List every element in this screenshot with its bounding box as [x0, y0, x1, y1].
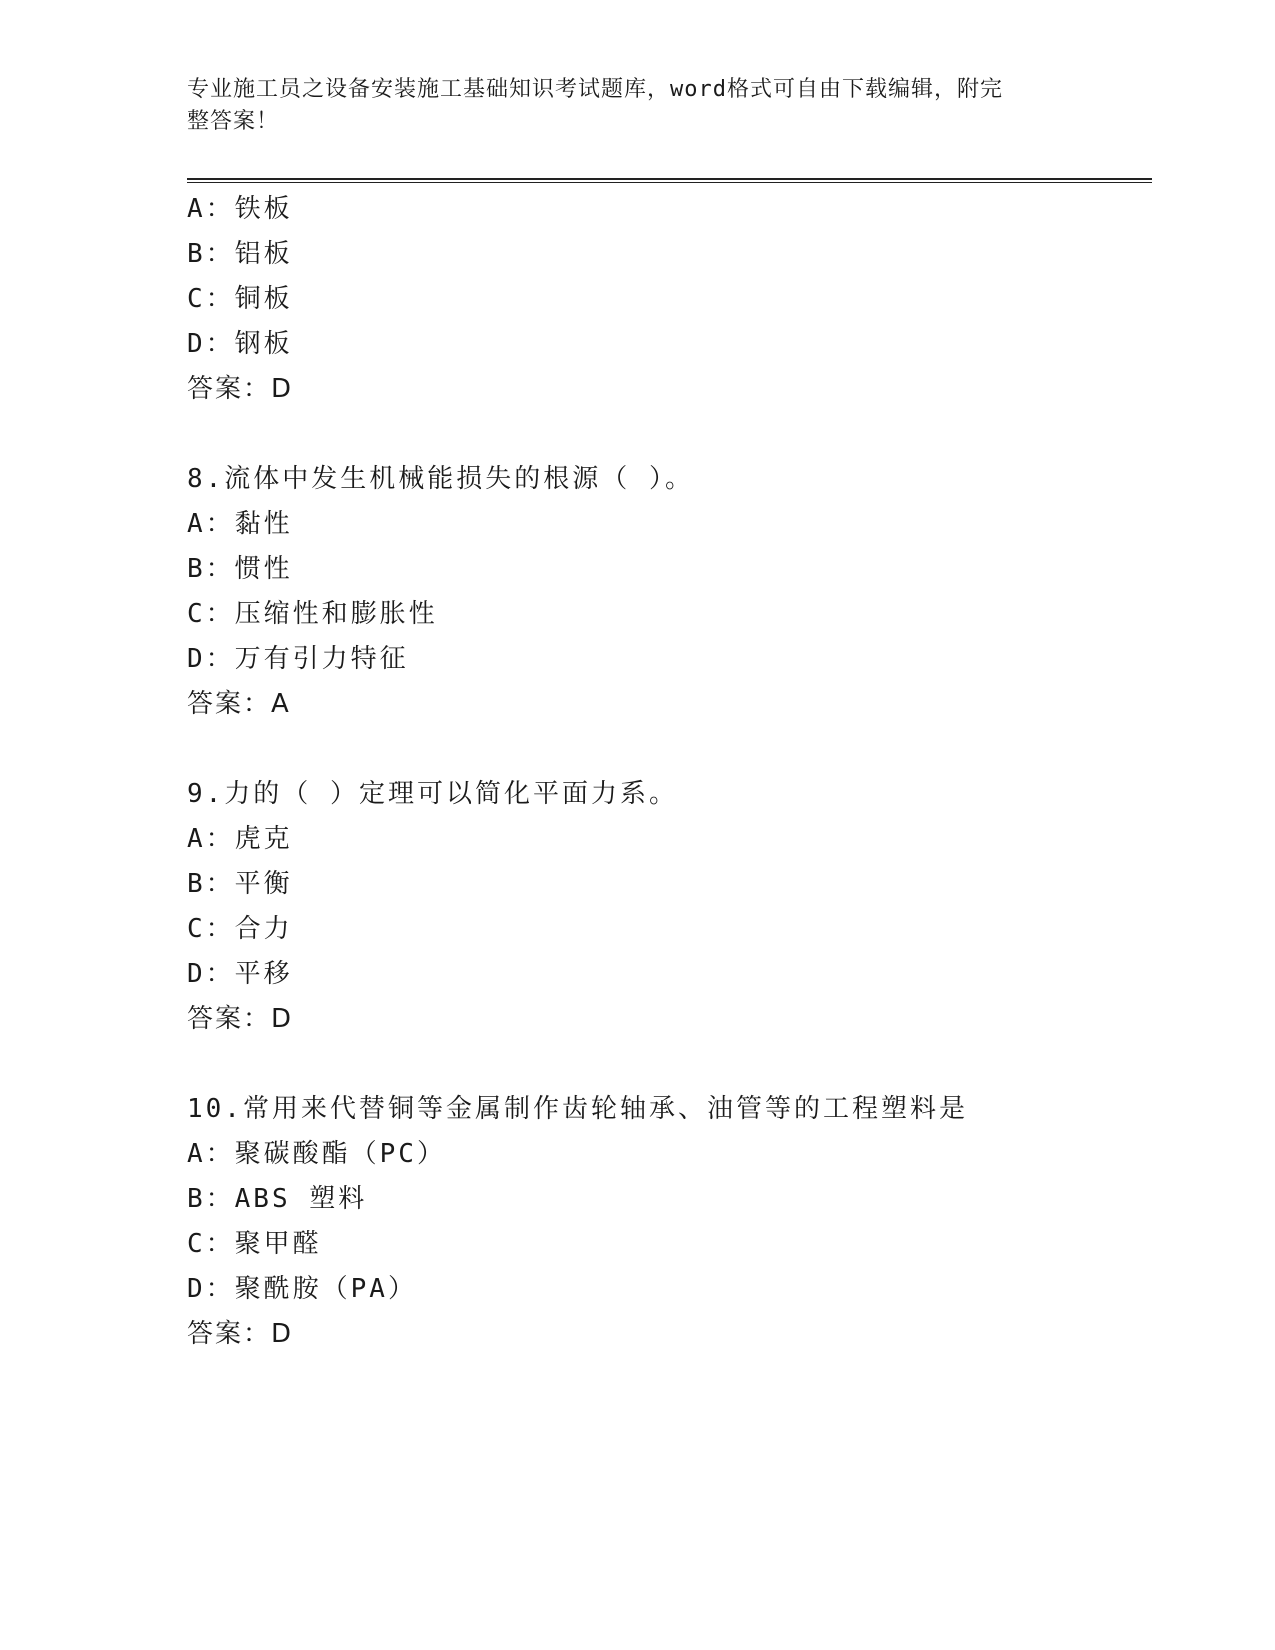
q8-question: 8.流体中发生机械能损失的根源（ ）。	[187, 464, 694, 494]
document-header	[187, 74, 1067, 138]
q10-question: 10.常用来代替铜等金属制作齿轮轴承、油管等的工程塑料是	[187, 1094, 968, 1124]
q10-option-b: B：ABS 塑料	[187, 1184, 368, 1214]
q9-option-b: B：平衡	[187, 869, 293, 899]
q8-option-d: D：万有引力特征	[187, 644, 409, 674]
q9-answer: 答案：D	[187, 1004, 294, 1034]
q7-answer: 答案：D	[187, 374, 294, 404]
q7-option-b: B：铝板	[187, 239, 293, 269]
header-divider	[187, 178, 1152, 183]
q9-option-c: C：合力	[187, 914, 293, 944]
q7-option-d: D：钢板	[187, 329, 293, 359]
q8-option-c: C：压缩性和膨胀性	[187, 599, 438, 629]
header-line-2: 整答案！	[187, 109, 280, 134]
header-line-1: 专业施工员之设备安装施工基础知识考试题库，word格式可自由下载编辑，附完	[187, 77, 1003, 102]
q8-option-b: B：惯性	[187, 554, 293, 584]
q9-question: 9.力的（ ）定理可以简化平面力系。	[187, 779, 678, 809]
q9-option-d: D：平移	[187, 959, 293, 989]
q7-option-a: A：铁板	[187, 194, 293, 224]
q10-option-a: A：聚碳酸酯（PC）	[187, 1139, 446, 1169]
q9-option-a: A：虎克	[187, 824, 293, 854]
q10-option-d: D：聚酰胺（PA）	[187, 1274, 417, 1304]
q8-option-a: A：黏性	[187, 509, 293, 539]
q7-option-c: C：铜板	[187, 284, 293, 314]
q10-option-c: C：聚甲醛	[187, 1229, 322, 1259]
q8-answer: 答案：A	[187, 689, 291, 719]
q10-answer: 答案：D	[187, 1319, 294, 1349]
